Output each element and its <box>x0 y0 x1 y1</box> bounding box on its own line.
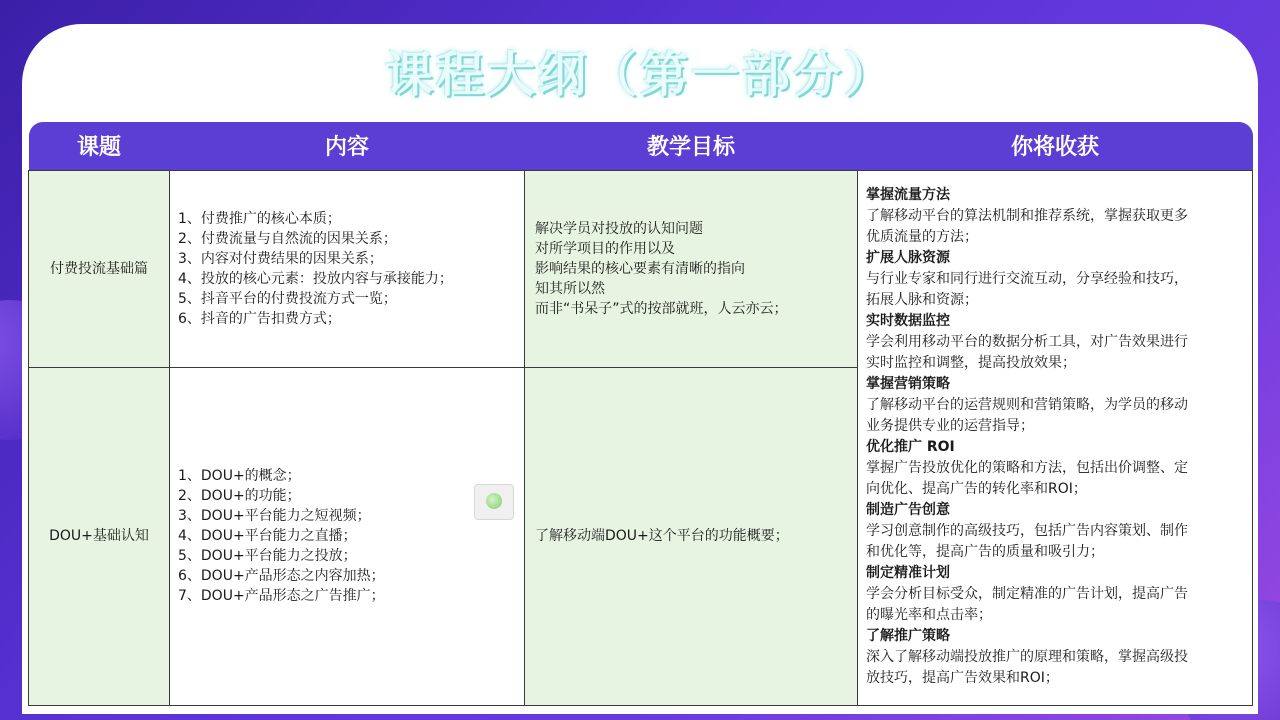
content-line: 6、DOU+产品形态之内容加热； <box>178 568 385 584</box>
goal-line: 知其所以然 <box>535 280 605 297</box>
goal-line: 了解移动端DOU+这个平台的功能概要； <box>535 528 789 544</box>
goal-line: 影响结果的核心要素有清晰的指向 <box>535 260 745 277</box>
gain-title: 了解推广策略 <box>866 627 950 644</box>
gain-line: 拓展人脉和资源； <box>866 291 978 308</box>
header-goal: 教学目标 <box>525 122 858 170</box>
content-line: 4、DOU+平台能力之直播； <box>178 528 357 544</box>
content-cell <box>170 367 525 705</box>
gain-title: 制造广告创意 <box>866 501 950 518</box>
content-line: 3、DOU+平台能力之短视频； <box>178 508 371 524</box>
gain-cell <box>858 170 1253 705</box>
content-line: 4、投放的核心元素：投放内容与承接能力； <box>178 270 453 287</box>
gain-line: 的曝光率和点击率； <box>866 606 992 623</box>
topic-cell: DOU+基础认知 <box>29 367 170 705</box>
content-cell <box>170 170 525 367</box>
content-line: 6、抖音的广告扣费方式； <box>178 310 341 327</box>
gain-line: 深入了解移动端投放推广的原理和策略，掌握高级投 <box>866 648 1188 665</box>
content-line: 5、抖音平台的付费投流方式一览； <box>178 290 397 307</box>
gain-line: 业务提供专业的运营指导； <box>866 417 1034 434</box>
header-content: 内容 <box>170 122 525 170</box>
content-line: 1、DOU+的概念； <box>178 468 301 484</box>
goal-line: 解决学员对投放的认知问题 <box>535 220 703 237</box>
gain-line: 了解移动平台的算法机制和推荐系统，掌握获取更多 <box>866 207 1188 224</box>
content-line: 5、DOU+平台能力之投放； <box>178 548 357 564</box>
gain-line: 学会利用移动平台的数据分析工具，对广告效果进行 <box>866 333 1188 350</box>
goal-cell <box>525 367 858 705</box>
gain-title: 实时数据监控 <box>866 312 950 329</box>
content-line: 2、付费流量与自然流的因果关系； <box>178 230 397 247</box>
header-gain: 你将收获 <box>858 122 1253 170</box>
gain-title: 扩展人脉资源 <box>866 249 950 266</box>
content-line: 1、付费推广的核心本质； <box>178 210 341 227</box>
page-title: 课程大纲（第一部分） <box>384 47 895 103</box>
table-row <box>29 170 1253 367</box>
gain-line: 掌握广告投放优化的策略和方法，包括出价调整、定 <box>866 459 1188 476</box>
gain-line: 放技巧，提高广告效果和ROI； <box>866 669 1059 686</box>
gain-line: 和优化等，提高广告的质量和吸引力； <box>866 543 1104 560</box>
gain-title: 制定精准计划 <box>866 564 950 581</box>
gain-title: 优化推广 ROI <box>866 438 955 455</box>
logo-icon <box>474 484 514 520</box>
gain-line: 优质流量的方法； <box>866 228 978 245</box>
table-header-row <box>29 122 1253 170</box>
gain-line: 与行业专家和同行进行交流互动，分享经验和技巧， <box>866 270 1188 287</box>
goal-line: 而非“书呆子”式的按部就班，人云亦云； <box>535 300 788 317</box>
content-line: 2、DOU+的功能； <box>178 488 301 504</box>
header-topic: 课题 <box>29 122 170 170</box>
gain-line: 学会分析目标受众，制定精准的广告计划，提高广告 <box>866 585 1188 602</box>
gain-line: 实时监控和调整，提高投放效果； <box>866 354 1076 371</box>
goal-cell <box>525 170 858 367</box>
content-line: 7、DOU+产品形态之广告推广； <box>178 588 385 604</box>
gain-title: 掌握营销策略 <box>866 375 950 392</box>
course-outline-table <box>28 122 1253 706</box>
gain-title: 掌握流量方法 <box>866 186 950 203</box>
content-line: 3、内容对付费结果的因果关系； <box>178 250 383 267</box>
goal-line: 对所学项目的作用以及 <box>535 240 675 257</box>
gain-line: 学习创意制作的高级技巧，包括广告内容策划、制作 <box>866 522 1188 539</box>
gain-line: 了解移动平台的运营规则和营销策略，为学员的移动 <box>866 396 1188 413</box>
gain-line: 向优化、提高广告的转化率和ROI； <box>866 480 1087 497</box>
topic-cell: 付费投流基础篇 <box>29 170 170 367</box>
